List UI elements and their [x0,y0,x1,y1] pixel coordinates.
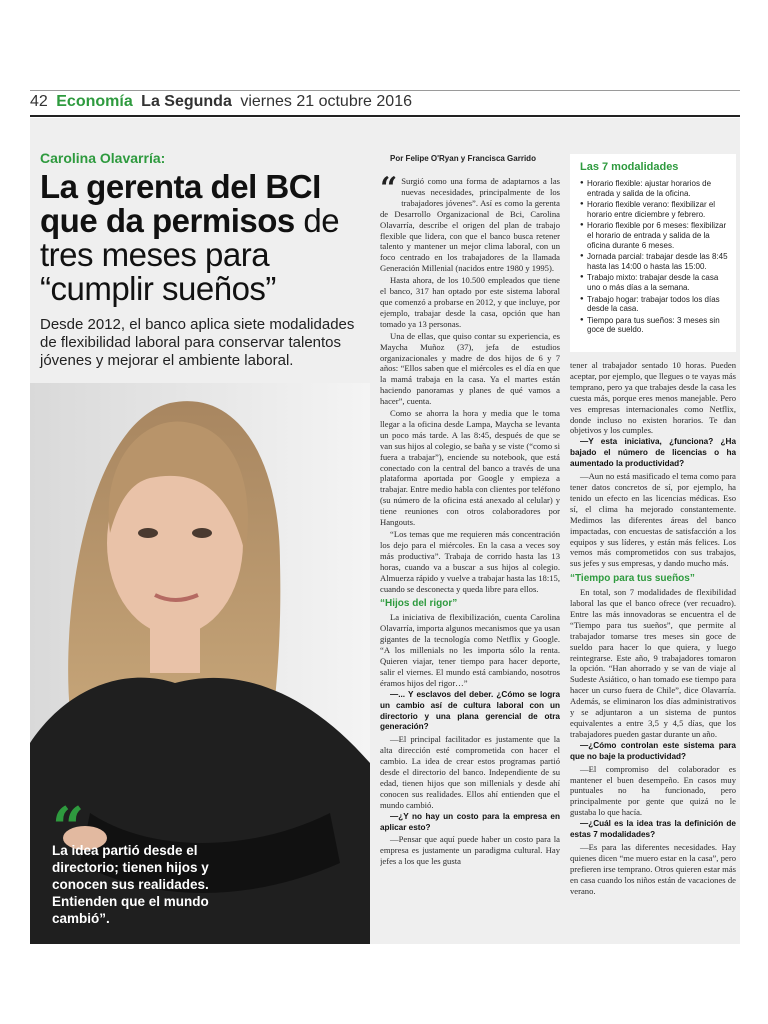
body-paragraph: Una de ellas, que quiso contar su experiencia, es Maycha Muñoz (37), jefa de estudios organizacionales y madre de dos hijos de 6 y 7 años: “Ellos saben que el miércoles es el día en que la mamá trabaja en la casa. Ya el martes están haciendo panoramas y planes de qué vamos a hacer”, cuenta. [380,330,560,407]
headline-bold: La gerenta del BCI que da permisos [40,168,321,239]
interview-question: —¿Cómo controlan este sistema para que no baje la productividad? [570,740,736,761]
dek: Desde 2012, el banco aplica siete modalidades de flexibilidad laboral para conservar talentos jóvenes y mejorar el ambiente laboral. [40,316,355,369]
interview-question: —¿Y no hay un costo para la empresa en aplicar esto? [380,811,560,832]
interview-answer: —Es para las diferentes necesidades. Hay quienes dicen “me muero estar en la casa”, pero prefieren irse temprano. Otros quieren estar más en casa cuando los niños están de vacaciones de verano. [570,841,736,896]
modalities-box [570,154,736,352]
box-title: Las 7 modalidades [580,161,679,173]
body-paragraph: En total, son 7 modalidades de flexibilidad laboral las que el banco ofrece (ver recuadro). Entre las más innovadoras se encuentra el de “Tiempo para tus sueños”, que permite al trabajador tomarse tres meses sin goce de sueldo para hacer lo que quiera, y luego reintegrarse. Este año, 9 trabajadores tomaron la opción. “Han ahorrado y se van de viaje al Sudeste Asiático, o han tomado ese tiempo para hacer un curso fuera de Chile”, dice Olavarría. Además, se eliminaron los días administrativos y se adjuntaron a un sistema de puntos equivalentes a entre 3,5 y 4,5 días, que los trabajadores pueden gastar durante un año. [570,587,736,739]
modality-item: ● Horario flexible verano: flexibilizar el horario entre diciembre y febrero. [580,200,730,219]
interview-answer: —Aun no está masificado el tema como para tener datos concretos de sí, por ejemplo, ha tenido un efecto en las licencias médicas. Eso sí, el clima ha mejorado constantemente. Medimos las diferentes áreas del banco impactadas, con encuestas de satisfacción a los equipos y sus líderes, y están más felices. Los vemos más comprometidos con sus trabajos, sus jefes y sus empresas, y dando mucho más. [570,471,736,569]
body-paragraph: Hasta ahora, de los 10.500 empleados que tiene el banco, 317 han optado por este sistema laboral que comenzó a probarse en 2012, y que incluye, por ejemplo, trabajar desde la casa, opción que han tomado ya 13 personas. [380,275,560,329]
section-name: Economía [56,93,133,110]
subhead-tiempo-para-tus-suenos: “Tiempo para tus sueños” [570,573,695,585]
body-paragraph: “Los temas que me requieren más concentración los dejo para el miércoles. En la casa a veces soy más productiva”. Trabaja de corrido hasta las 13 horas, cuando va a buscar a sus hijos al colegio. Almuerza rápido y vuelve a trabajar hasta las 18:15, cuando se desconecta y queda libre para ellos. [380,529,560,594]
body-paragraph: tener al trabajador sentado 10 horas. Pueden aceptar, por ejemplo, que llegues o te vayas más temprano, pero ya que trabajes desde la casa les cuesta más, porque eres menos manejable. Pero ves empresas internacionales como Netflix, donde incluso no existen horarios. Te dan objetivos y los cumples. [570,360,736,436]
body-paragraph: La iniciativa de flexibilización, cuenta Carolina Olavarría, importa algunos mecanismos que ya usan gigantes de la tecnología como Netflix y Google. “A los millenials no les importa sólo la renta. Quieren viajar, tener tiempo para hacer deporte, salir el viernes. El mundo está cambiando, nosotros éramos hijos del rigor…” [380,612,560,688]
interview-question: —Y esta iniciativa, ¿funciona? ¿Ha bajado el número de licencias o ha aumentado la productividad? [570,437,736,469]
modality-item: ● Horario flexible por 6 meses: flexibilizar el horario de entrada y salida de la oficina durante 6 meses. [580,221,730,250]
interview-question: —¿Cuál es la idea tras la definición de estas 7 modalidades? [570,819,736,840]
page-number: 42 [30,93,48,110]
modality-item: ● Trabajo hogar: trabajar todos los días desde la casa. [580,295,730,314]
modality-item: ● Horario flexible: ajustar horarios de entrada y salida de la oficina. [580,179,730,198]
article [30,118,740,944]
interview-question: —... Y esclavos del deber. ¿Cómo se logra un cambio así de cultura laboral con un directorio y una plana gerencial de otra generación? [380,689,560,732]
modalities-list [570,179,736,335]
page-header [30,90,740,117]
headline [40,170,370,306]
pull-quote-mark: “ [52,795,85,861]
opening-quote-mark: “ [380,176,398,206]
pull-quote: La idea partió desde el directorio; tienen hijos y conocen sus realidades. Entienden que el mundo cambió”. [52,843,209,926]
interview-answer: —El compromiso del colaborador es mantener el buen desempeño. En casos muy puntuales no ha funcionado, pero principalmente por gente que quizá no le gustaba lo que hacía. [570,763,736,818]
issue-date: viernes 21 octubre 2016 [240,93,412,110]
kicker: Carolina Olavarría: [40,150,166,166]
interview-answer: —El principal facilitador es justamente que la alta dirección esté comprometida con hacer el cambio. La idea de crear estos programas partió desde el directorio del banco. Independiente de su edad, tienen hijos que son millenials y desde ahí conocen sus realidades. Ellos ahí entienden que el mundo cambió. [380,734,560,810]
header-line [30,93,412,111]
modality-item: ● Trabajo mixto: trabajar desde la casa uno o más días a la semana. [580,273,730,292]
body-paragraph: “ Surgió como una forma de adaptarnos a las nuevas necesidades, principalmente de los trabajadores jóvenes”. Así es como la gerenta de Desarrollo Organizacional de Bci, Carolina Olavarría, describe el origen del plan de trabajo flexible que lidera, con que el banco busca retener talento y mantener un mejor clima laboral, con un foco centrado en los trabajadores de la llamada Generación Millenial (nacidos entre 1980 y 1995). [380,176,560,274]
byline: Por Felipe O'Ryan y Francisca Garrido [390,154,536,163]
body-paragraph: Como se ahorra la hora y media que le toma llegar a la oficina desde Lampa, Maycha se levanta un poco más tarde. A las 8:45, después de que se van sus hijos al colegio, se baña y se viste (“como si fuera a trabajar”), enciende su notebook, que está conectado con la central del banco a través de una plataforma aportada por Google y empieza a trabajar. Entre medio habla con clientes por teléfono (su número de la oficina está anexado al celular) y tiene reuniones con otros colaboradores por Hangouts. [380,408,560,528]
interview-answer: —Pensar que aquí puede haber un costo para la empresa es justamente un paradigma cultural. Hay jefes a los que les gusta [380,834,560,867]
body-column-1 [380,176,560,944]
headline-light: de tres meses para “cumplir sueños” [40,202,340,307]
modality-item: ● Tiempo para tus sueños: 3 meses sin goce de sueldo. [580,316,730,335]
body-column-2 [570,360,736,944]
subhead-hijos-del-rigor: “Hijos del rigor” [380,598,458,610]
newspaper-name: La Segunda [141,93,232,110]
modality-item: ● Jornada parcial: trabajar desde las 8:45 hasta las 14:00 o hasta las 15:00. [580,252,730,271]
